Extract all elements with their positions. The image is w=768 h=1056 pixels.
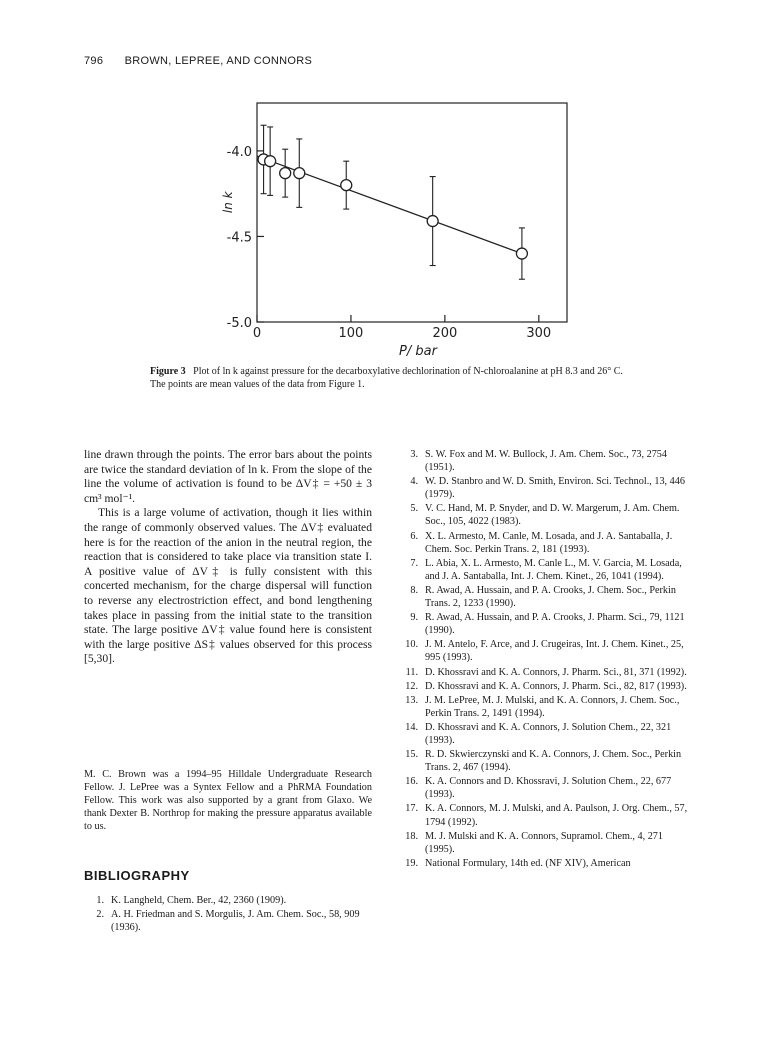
reference-item [398,830,688,856]
y-tick-label: -5.0 [226,316,252,331]
reference-text: M. J. Mulski and K. A. Connors, Supramol. Chem., 4, 271 (1995). [425,830,663,855]
reference-text: J. M. LePree, M. J. Mulski, and K. A. Connors, J. Chem. Soc., Perkin Trans. 2, 1491 (1994). [425,694,680,719]
reference-text: V. C. Hand, M. P. Snyder, and D. W. Margerum, J. Am. Chem. Soc., 105, 4022 (1983). [425,503,680,528]
reference-text: K. Langheld, Chem. Ber., 42, 2360 (1909). [111,895,287,906]
reference-text: K. A. Connors, M. J. Mulski, and A. Paulson, J. Org. Chem., 57, 1794 (1992). [425,803,688,828]
reference-number: 12. [405,680,418,692]
reference-number: 3. [410,449,418,460]
reference-item [398,694,688,720]
reference-item [398,775,688,801]
data-point [294,168,305,179]
reference-text: R. Awad, A. Hussain, and P. A. Crooks, J. Pharm. Sci., 79, 1121 (1990). [425,612,685,637]
references-left [84,894,374,935]
reference-text: S. W. Fox and M. W. Bullock, J. Am. Chem. Soc., 73, 2754 (1951). [425,449,667,474]
reference-item [398,448,688,474]
data-point [265,156,276,167]
paragraph-1: line drawn through the points. The error bars about the points are twice the standard deviation of ln k. From the slope of the line the volume of activation is found to be ΔV‡ = +50 ± 3 cm³ mol⁻¹. [84,448,372,505]
x-tick-label: 200 [432,326,458,341]
reference-number: 5. [410,503,418,515]
reference-number: 2. [96,909,104,921]
reference-text: D. Khossravi and K. A. Connors, J. Pharm. Sci., 82, 817 (1993). [425,680,687,692]
reference-number: 13. [405,694,418,706]
reference-number: 17. [405,803,418,815]
reference-item [84,908,374,934]
reference-item [398,530,688,556]
data-point [280,168,291,179]
reference-text: D. Khossravi and K. A. Connors, J. Pharm. Sci., 81, 371 (1992). [425,666,687,678]
x-tick-label: 300 [526,326,552,341]
reference-text: National Formulary, 14th ed. (NF XIV), American [425,857,631,869]
reference-text: X. L. Armesto, M. Canle, M. Losada, and J. A. Santaballa, J. Chem. Soc. Perkin Trans. 2, 181 (1993). [425,530,673,555]
reference-item [398,857,688,870]
reference-item [398,748,688,774]
reference-item [398,721,688,747]
paragraph-2: This is a large volume of activation, though it lies within the range of commonly observed values. The ΔV‡ evaluated here is for the reaction of the anion in the neutral region, the reaction that is considered to take place via transition state I. A positive value of ΔV‡ is fully consistent with this concerted mechanism, for the charge dispersal will function to reverse any electrostriction effect, and bond lengthening takes place in passing from the initial state to the transition state. The large positive ΔV‡ value found here is consistent with the large positive ΔS‡ values observed for this process [5,30]. [84,506,372,666]
y-tick-label: -4.5 [226,230,252,246]
reference-number: 15. [405,749,418,761]
data-point [516,248,527,259]
reference-text: D. Khossravi and K. A. Connors, J. Solution Chem., 22, 321 (1993). [425,721,672,746]
reference-item [398,638,688,664]
y-axis-label: ln k [221,191,235,214]
reference-item [84,894,374,907]
reference-number: 6. [410,530,418,542]
reference-item [398,611,688,637]
figure-3-plot [0,0,768,360]
references-right [398,448,688,871]
figure-caption [150,365,630,391]
data-point [341,180,352,191]
reference-item [398,584,688,610]
reference-number: 9. [410,612,418,624]
reference-number: 8. [410,584,418,596]
reference-item [398,802,688,828]
reference-text: R. D. Skwierczynski and K. A. Connors, J. Chem. Soc., Perkin Trans. 2, 467 (1994). [425,749,682,774]
reference-text: L. Abia, X. L. Armesto, M. Canle L., M. V. Garcia, M. Losada, and J. A. Santaballa, Int. J. Chem. Kinet., 26, 1041 (1994). [425,557,682,582]
x-axis-label: P/ bar [399,344,437,359]
reference-item [398,557,688,583]
reference-text: K. A. Connors and D. Khossravi, J. Solution Chem., 22, 677 (1993). [425,776,672,801]
y-tick-label: -4.0 [226,144,252,160]
bibliography-heading: BIBLIOGRAPHY [84,868,190,883]
page-number: 796 [84,55,104,67]
reference-number: 19. [405,857,418,869]
x-tick-label: 0 [252,326,262,341]
reference-item [398,502,688,528]
reference-item [398,475,688,501]
reference-text: W. D. Stanbro and W. D. Smith, Environ. Sci. Technol., 13, 446 (1979). [425,476,685,501]
reference-text: R. Awad, A. Hussain, and P. A. Crooks, J. Chem. Soc., Perkin Trans. 2, 1233 (1990). [425,584,676,610]
reference-text: J. M. Antelo, F. Arce, and J. Crugeiras, Int. J. Chem. Kinet., 25, 995 (1993). [425,639,684,664]
reference-number: 11. [405,666,418,678]
body-text [84,448,372,667]
reference-item [398,666,688,679]
caption-text: Plot of ln k against pressure for the decarboxylative dechlorination of N-chloroalanine at pH 8.3 and 26° C. The points are mean values of the data from Figure 1. [150,366,623,390]
data-point [427,216,438,227]
reference-number: 1. [96,895,104,906]
reference-number: 10. [405,639,418,651]
acknowledgment: M. C. Brown was a 1994–95 Hilldale Undergraduate Research Fellow. J. LePree was a Syntex Fellow and a PhRMA Foundation Fellow. This work was also supported by a grant from Glaxo. We thank Dexter B. Northrop for making the pressure apparatus available to us. [84,769,372,833]
x-tick-label: 100 [338,326,364,341]
caption-label: Figure 3 [150,366,186,377]
reference-item [398,680,688,693]
reference-text: A. H. Friedman and S. Morgulis, J. Am. Chem. Soc., 58, 909 (1936). [111,909,360,934]
reference-number: 18. [405,830,418,842]
reference-number: 16. [405,776,418,788]
reference-number: 14. [405,721,418,733]
reference-number: 4. [410,476,418,488]
reference-number: 7. [410,557,418,569]
running-authors: BROWN, LEPREE, AND CONNORS [124,55,313,67]
